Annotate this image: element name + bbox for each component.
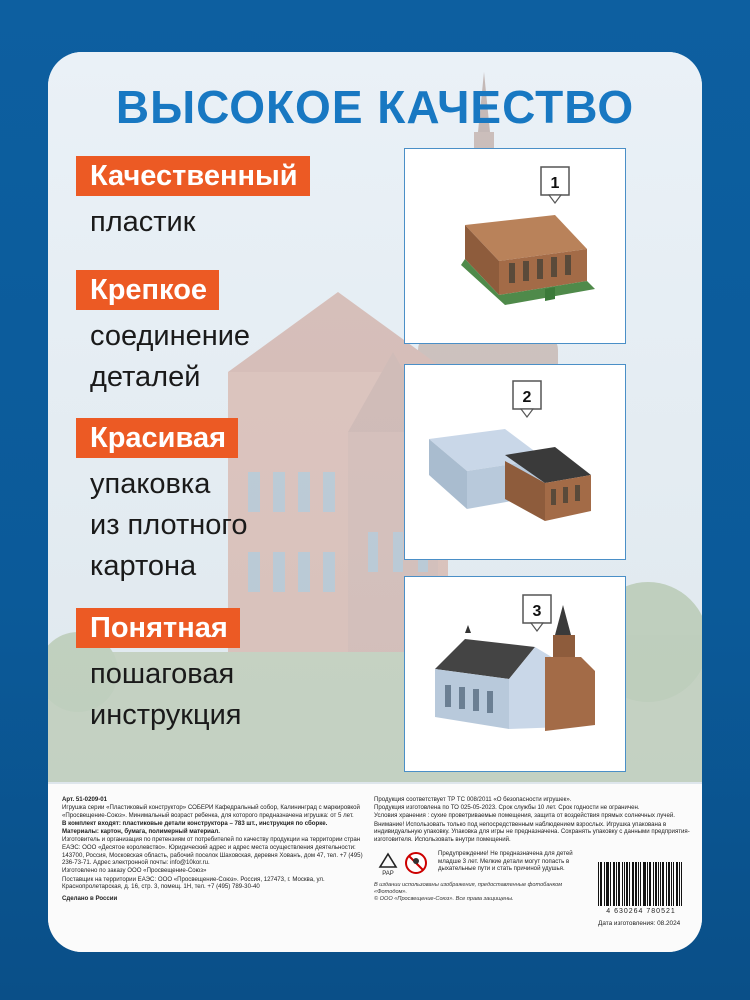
step-number: 3 bbox=[532, 603, 542, 620]
feature-description: деталей bbox=[90, 361, 201, 393]
barcode-number: 4 630264 780521 bbox=[606, 908, 676, 915]
page-title: ВЫСОКОЕ КАЧЕСТВО bbox=[115, 81, 635, 133]
service-life-text: Продукция изготовлена по ТО 025-05-2023. Срок службы 10 лет. Срок годности не ограничен. bbox=[374, 804, 640, 812]
step-1-model-image bbox=[405, 149, 627, 345]
feature-description: пошаговая bbox=[90, 658, 235, 690]
recycle-pap-icon bbox=[380, 854, 396, 876]
article-number: Арт. 51-0209-01 bbox=[62, 796, 108, 803]
manufacturer-text: Изготовитель и организация по претензиям от потребителей по качеству продукции на территории стран ЕАЭС: ООО «Десятое королевство». Юридический адрес и адрес места осуществления деятельности: 143700, Россия, Московская область, рабочий поселок Шаховская, деревня Хованъ, дом 47, тел. +7 (495) 236-73-71. Адрес электронной почты: info@10kor.ru. bbox=[62, 836, 363, 867]
feature-description: пластик bbox=[90, 206, 196, 238]
image-credits bbox=[374, 882, 594, 903]
age-warning-icon bbox=[406, 853, 426, 873]
feature-badge: Понятная bbox=[76, 608, 240, 648]
svg-text:PAP: PAP bbox=[382, 871, 394, 876]
feature-badge: Крепкое bbox=[76, 270, 219, 310]
assembly-step-2-panel bbox=[404, 364, 626, 560]
feature-quality-plastic bbox=[76, 156, 310, 243]
step-3-model-image bbox=[405, 577, 627, 773]
assembly-step-3-panel bbox=[404, 576, 626, 772]
feature-description: картона bbox=[90, 550, 197, 582]
feature-beautiful-packaging bbox=[76, 418, 248, 587]
supplier-text: Поставщик на территории ЕАЭС: ООО «Просвещение-Союз». Россия, 127473, г. Москва, ул. Краснопролетарская, д. 16, стр. 3, помещ. 1Н, тел. +7 (495) 789-30-40 bbox=[62, 875, 325, 891]
materials-text: Материалы: картон, бумага, полимерный материал. bbox=[62, 828, 220, 836]
step-2-model-image bbox=[405, 365, 627, 561]
step-number: 1 bbox=[550, 175, 560, 192]
barcode-image bbox=[596, 862, 686, 908]
safety-icons bbox=[374, 850, 434, 876]
step-number: 2 bbox=[522, 389, 532, 406]
copyright-line: © ООО «Просвещение-Союз». Все права защищены. bbox=[374, 896, 514, 902]
manufacture-date: Дата изготовления: 08.2024 bbox=[598, 920, 681, 927]
feature-badge: Красивая bbox=[76, 418, 238, 458]
step-number-badge bbox=[513, 381, 541, 417]
legal-left-column bbox=[62, 796, 368, 903]
attention-text: Внимание! Использовать только под непосредственным наблюдением взрослых. Игрушка упакована в индивидуальную упаковку. Упаковка для игры не предназначена. Сохранять упаковку с данными предприятия-изготовителя. Использовать внутри помещений. bbox=[374, 820, 690, 843]
feature-badge: Качественный bbox=[76, 156, 310, 196]
made-in-text: Сделано в России bbox=[62, 894, 118, 902]
feature-description: инструкция bbox=[90, 699, 242, 731]
feature-description: упаковка bbox=[90, 468, 211, 500]
compliance-text: Продукция соответствует ТР ТС 008/2011 «О безопасности игрушек». bbox=[374, 796, 572, 803]
feature-description: из плотного bbox=[90, 509, 248, 541]
info-card bbox=[48, 52, 702, 952]
storage-text: Условия хранения : сухие проветриваемые помещения, защита от воздействия прямых солнечных лучей. bbox=[374, 812, 675, 820]
credit-line: В издании использованы изображения, предоставленные фотобанком «Фотодом». bbox=[374, 882, 563, 895]
feature-description: соединение bbox=[90, 320, 251, 352]
feature-clear-instructions bbox=[76, 608, 242, 736]
step-number-badge bbox=[541, 167, 569, 203]
assembly-step-1-panel bbox=[404, 148, 626, 344]
warning-text: Предупреждение! Не предназначена для детей младше 3 лет. Мелкие детали могут попасть в дыхательные пути и стать причиной удушья. bbox=[438, 850, 573, 873]
legal-info-footer bbox=[48, 784, 702, 952]
step-number-badge bbox=[523, 595, 551, 631]
product-description: Игрушка серии «Пластиковый конструктор» СОБЕРИ Кафедральный собор, Калининград с маркировкой «Просвещение-Союз». Минимальный возраст ребенка, для которого предназначена игрушка: от 5 лет. bbox=[62, 804, 360, 819]
legal-right-column bbox=[374, 796, 690, 844]
feature-strong-connection bbox=[76, 270, 250, 398]
ordered-by-text: Изготовлено по заказу ООО «Просвещение-Союз» bbox=[62, 867, 207, 875]
contents-text: В комплект входят: пластиковые детали конструктора – 783 шт., инструкция по сборке. bbox=[62, 819, 328, 827]
